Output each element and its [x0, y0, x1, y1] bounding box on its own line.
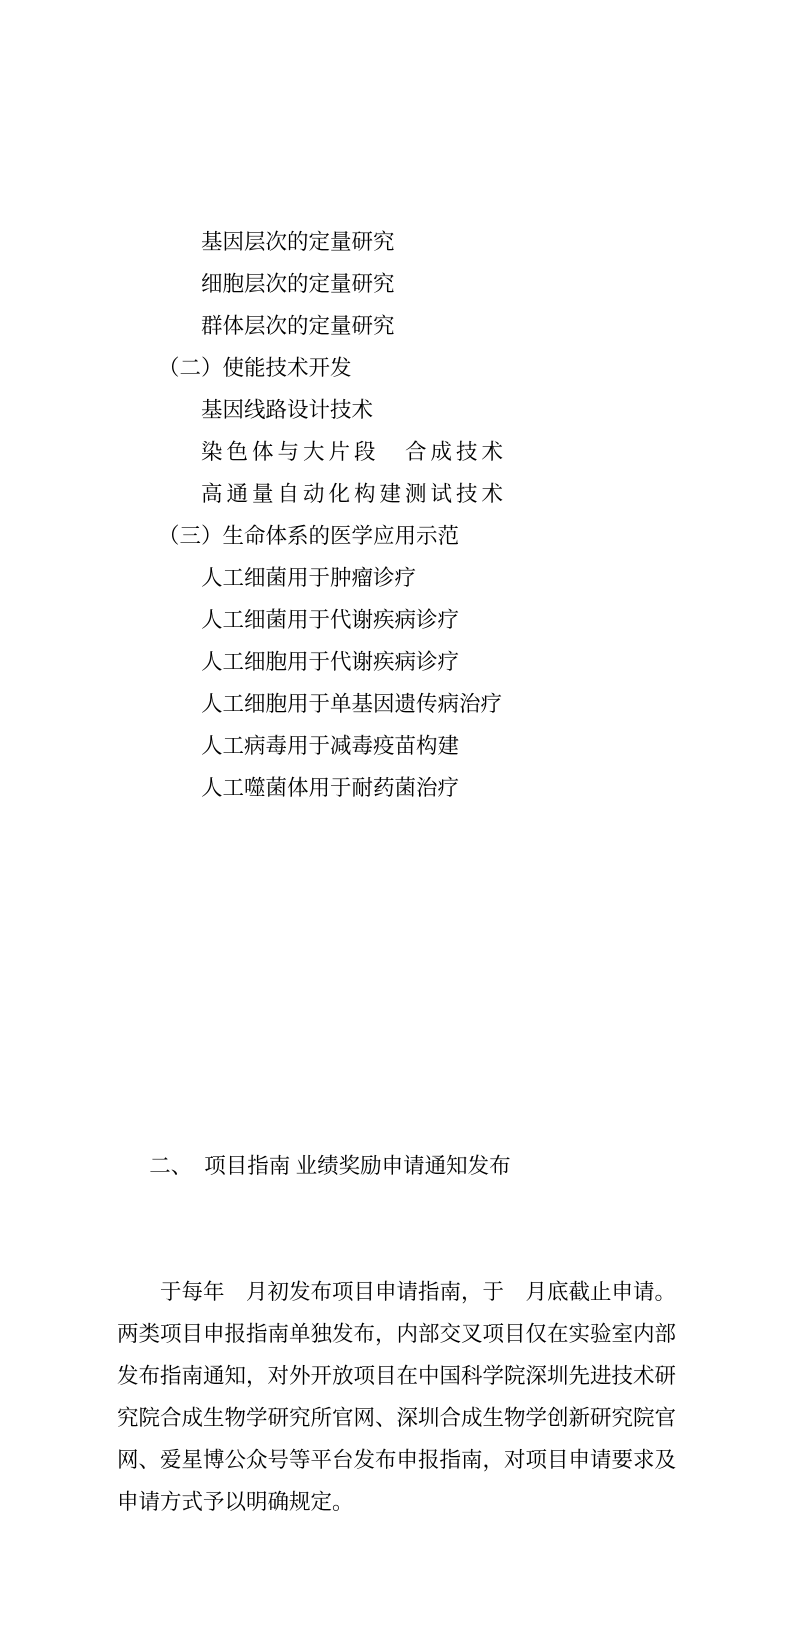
outline-item: 人工细菌用于肿瘤诊疗	[201, 566, 417, 590]
outline-list	[117, 221, 677, 809]
outline-subheading: （二）使能技术开发	[158, 356, 352, 380]
outline-item: 基因线路设计技术	[201, 398, 374, 422]
paragraph-line: 网、爱星博公众号等平台发布申报指南，对项目申请要求及	[117, 1448, 677, 1472]
section-title: 项目指南 业绩奖励申请通知发布	[204, 1154, 511, 1178]
section-heading	[117, 1103, 677, 1178]
paragraph-line: 发布指南通知，对外开放项目在中国科学院深圳先进技术研	[117, 1364, 677, 1388]
outline-item: 人工病毒用于减毒疫苗构建	[201, 734, 460, 758]
outline-item: 人工细菌用于代谢疾病诊疗	[201, 608, 460, 632]
section-number: 二、	[149, 1154, 193, 1178]
outline-item: 人工细胞用于代谢疾病诊疗	[201, 650, 460, 674]
document-content	[117, 95, 677, 1649]
outline-item: 基因层次的定量研究	[201, 230, 395, 254]
outline-item: 细胞层次的定量研究	[201, 272, 395, 296]
outline-item: 高通量自动化构建测试技术	[201, 482, 508, 506]
outline-subheading: （三）生命体系的医学应用示范	[158, 524, 460, 548]
paragraph	[117, 1271, 677, 1523]
outline-item: 染色体与大片段 合成技术	[201, 440, 508, 464]
paragraph-line: 究院合成生物学研究所官网、深圳合成生物学创新研究院官	[117, 1406, 677, 1430]
paragraph-line: 申请方式予以明确规定。	[117, 1490, 354, 1514]
outline-item: 群体层次的定量研究	[201, 314, 395, 338]
paragraph-line: 于每年 月初发布项目申请指南，于 月底截止申请。	[160, 1280, 677, 1304]
outline-item: 人工细胞用于单基因遗传病治疗	[201, 692, 503, 716]
blank-line	[117, 935, 677, 977]
paragraph-line: 两类项目申报指南单独发布，内部交叉项目仅在实验室内部	[117, 1322, 677, 1346]
outline-item: 人工噬菌体用于耐药菌治疗	[201, 776, 460, 800]
